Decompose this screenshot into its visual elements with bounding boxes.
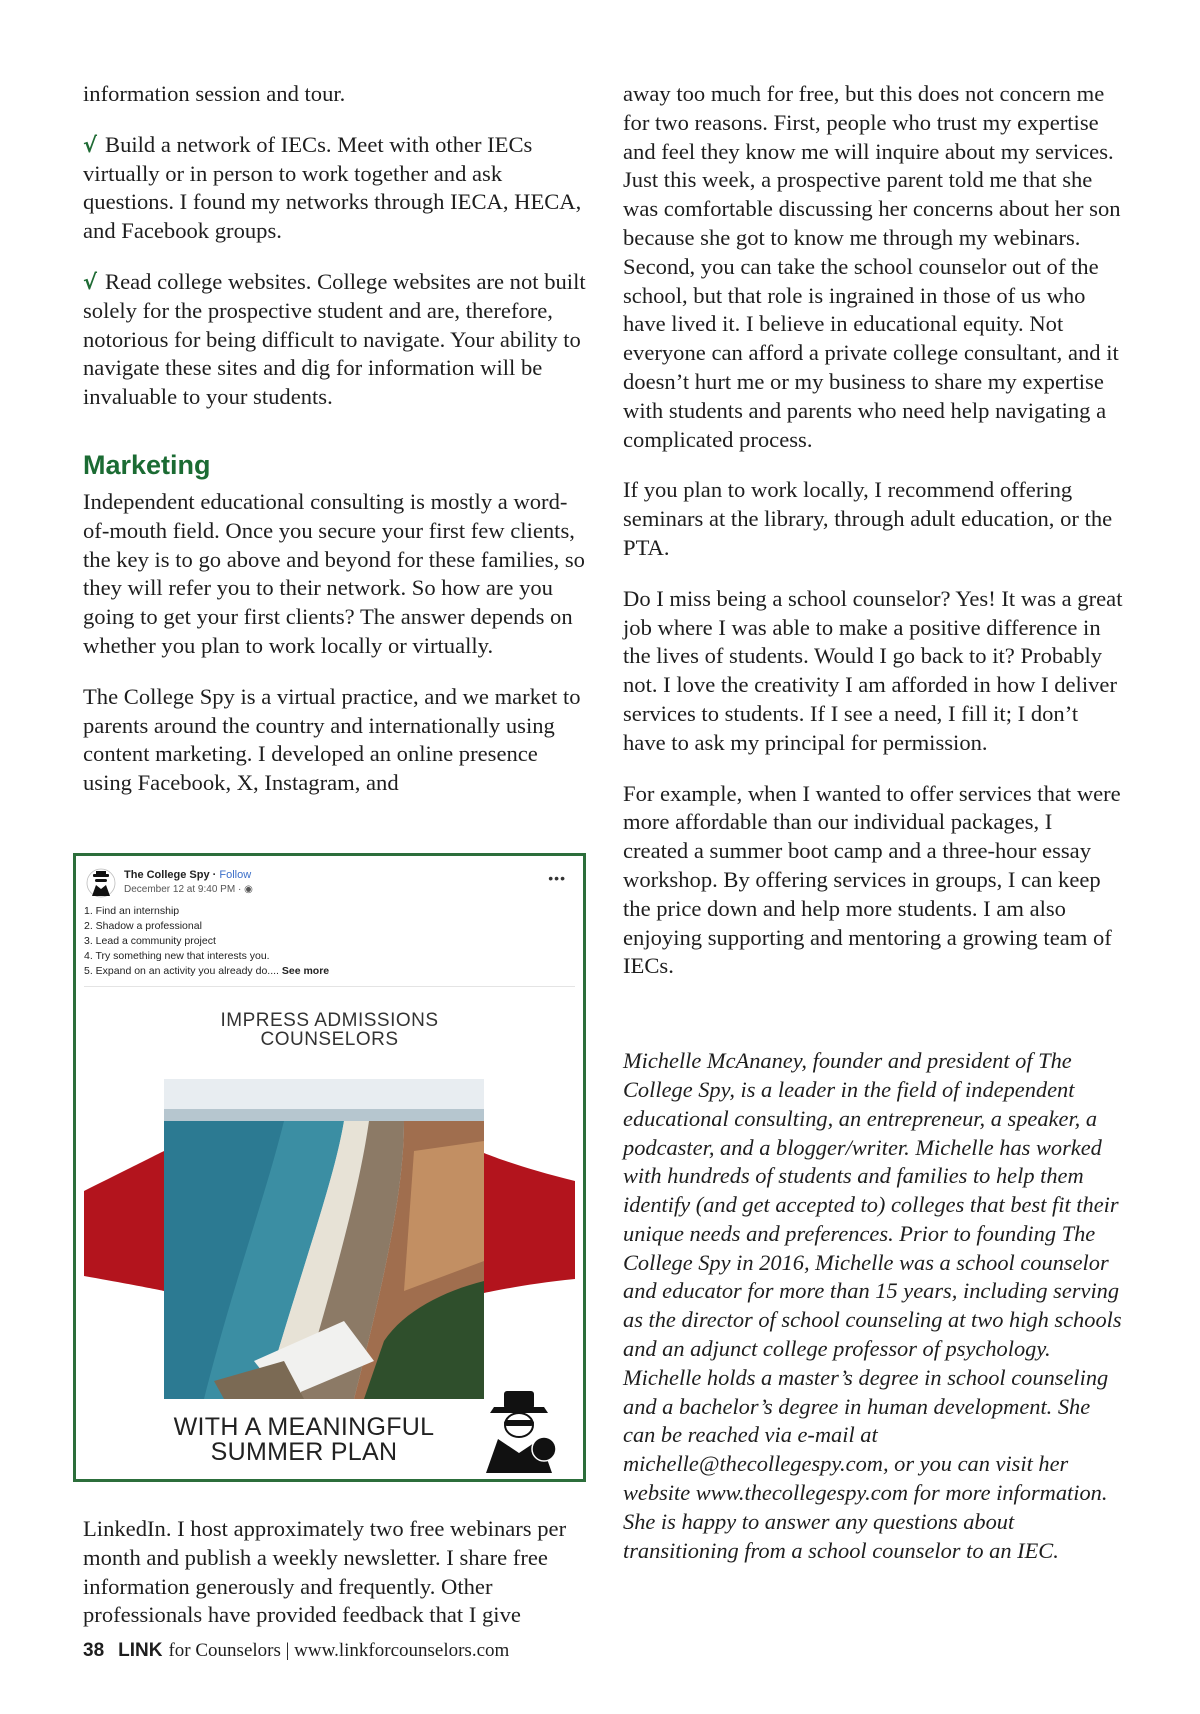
section-heading-marketing: Marketing xyxy=(83,449,211,480)
post-header xyxy=(86,868,566,908)
page-footer xyxy=(83,1640,509,1662)
paragraph-free-info: away too much for free, but this does not concern me for two reasons. First, people who trust my expertise and feel they know me will inquire about my services. Just this week, a prospective parent told me that she was comfortable discussing her concerns about her son because she got to know me through my webinars. Second, you can take the school counselor out of the school, but that role is ingrained in those of us who have lived it. I believe in educational equity. Not everyone can afford a private college consultant, and it doesn’t hurt me or my business to share my expertise with students and parents who need help navigating a complicated process. xyxy=(623,81,1121,452)
publication-brand: LINK xyxy=(118,1640,163,1661)
graphic-bottom-line2: SUMMER PLAN xyxy=(210,1438,398,1466)
list-item: 3. Lead a community project xyxy=(84,935,216,947)
page-number: 38 xyxy=(83,1640,105,1661)
publication-info: for Counselors | www.linkforcounselors.com xyxy=(168,1640,510,1661)
spy-logo-icon xyxy=(474,1385,564,1475)
more-options-icon[interactable]: ••• xyxy=(548,870,566,886)
left-column xyxy=(83,80,588,820)
paragraph-affordable-services: For example, when I wanted to offer services that were more affordable than our individual packages, I created a summer boot camp and a three-hour essay workshop. By offering services in groups, I can keep the price down and help more students. I am also enjoying supporting and mentoring a growing team of IECs. xyxy=(623,780,1121,979)
page-name-text[interactable]: The College Spy xyxy=(124,869,210,881)
spy-avatar-icon xyxy=(86,868,116,898)
left-column-continued xyxy=(83,1515,588,1652)
paragraph-miss-counseling: Do I miss being a school counselor? Yes! It was a great job where I was able to make a positive difference in the lives of students. Would I go back to it? Probably not. I love the creativity I am afforded in how I deliver services to students. If I see a need, I fill it; I don’t have to ask my principal for permission. xyxy=(623,585,1123,755)
list-item: 2. Shadow a professional xyxy=(84,920,202,932)
checkmark-icon: √ xyxy=(83,269,98,294)
separator: · xyxy=(209,869,220,881)
list-item-text: 5. Expand on an activity you already do.... xyxy=(84,965,282,977)
follow-link[interactable]: Follow xyxy=(219,869,252,881)
graphic-title-line1: IMPRESS ADMISSIONS xyxy=(220,1010,439,1031)
paragraph-webinars: LinkedIn. I host approximately two free webinars per month and publish a weekly newsletter. I share free information generously and frequently. Other professionals have provided feedback that I give xyxy=(83,1516,567,1628)
post-date xyxy=(124,884,253,895)
post-graphic xyxy=(84,986,575,1480)
paragraph-word-of-mouth: Independent educational consulting is mostly a word-of-mouth field. Once you secure your first few clients, the key is to go above and beyond for these families, so they will refer you to their network. So how are you going to get your first clients? The answer depends on whether you plan to work locally or virtually. xyxy=(83,488,585,658)
bullet-text: Build a network of IECs. Meet with other IECs virtually or in person to work together and ask questions. I found my networks through IECA, HECA, and Facebook groups. xyxy=(83,131,582,244)
paragraph-work-locally: If you plan to work locally, I recommend offering seminars at the library, through adult education, or the PTA. xyxy=(623,477,1113,560)
bullet-build-network xyxy=(83,131,588,246)
list-item: 1. Find an internship xyxy=(84,905,180,917)
bullet-text: Read college websites. College websites are not built solely for the prospective student and are, therefore, notorious for being difficult to navigate. Your ability to navigate these sites and dig for information will be invaluable to your students. xyxy=(83,268,586,410)
right-column xyxy=(623,80,1123,1565)
graphic-title-line2: COUNSELORS xyxy=(260,1029,399,1050)
list-item: 4. Try something new that interests you. xyxy=(84,950,270,962)
see-more-link[interactable]: See more xyxy=(281,965,330,977)
graphic-bottom-line1: WITH A MEANINGFUL xyxy=(173,1413,435,1441)
facebook-post-screenshot xyxy=(73,853,586,1482)
post-text-list xyxy=(84,904,329,979)
paragraph-virtual-practice: The College Spy is a virtual practice, and we market to parents around the country and internationally using content marketing. I developed an online presence using Facebook, X, Instagram, and xyxy=(83,683,581,796)
author-bio: Michelle McAnaney, founder and president of The College Spy, is a leader in the field of independent educational consulting, an entrepreneur, a speaker, a podcaster, and a blogger/writer. Michelle has worked with hundreds of students and families to help them identify (and get accepted to) colleges that best fit their unique needs and preferences. Prior to founding The College Spy in 2016, Michelle was a school counselor and educator for more than 15 years, including serving as the director of school counseling at two high schools and an adjunct college professor of psychology. Michelle holds a master’s degree in school counseling and a bachelor’s degree in human development. She can be reached via e-mail at michelle@thecollegespy.com, or you can visit her website www.thecollegespy.com for more information. She is happy to answer any questions about transitioning from a school counselor to an IEC. xyxy=(623,1048,1122,1563)
checkmark-icon: √ xyxy=(83,132,98,157)
globe-icon: ◉ xyxy=(244,884,253,895)
post-page-name xyxy=(124,869,251,881)
graphic-bottom-text xyxy=(144,1415,464,1465)
list-item xyxy=(84,964,329,979)
bullet-read-websites xyxy=(83,268,588,412)
date-text: December 12 at 9:40 PM · xyxy=(124,884,245,895)
graphic-title xyxy=(84,1011,575,1049)
paragraph-info-session: information session and tour. xyxy=(83,81,346,106)
